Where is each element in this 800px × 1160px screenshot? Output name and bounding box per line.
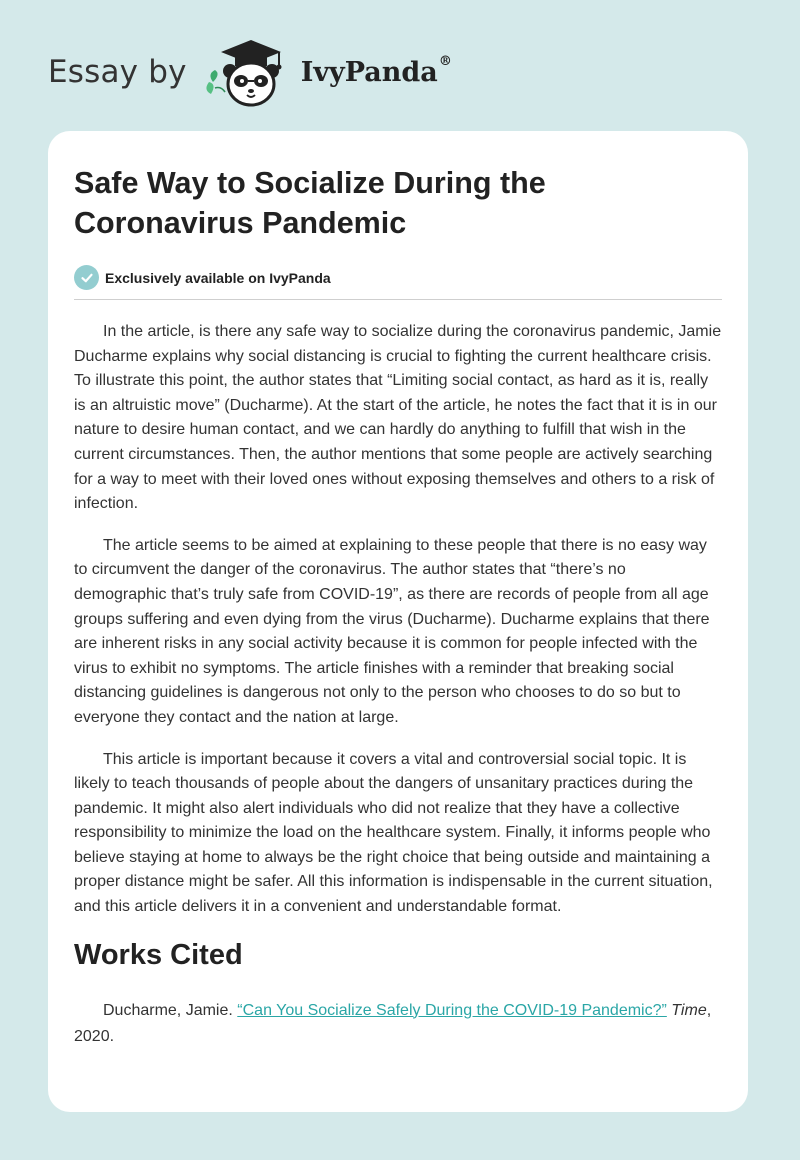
brand-prefix: Essay by xyxy=(48,53,187,90)
citation-author: Ducharme, Jamie. xyxy=(103,1001,233,1019)
citation-link[interactable]: “Can You Socialize Safely During the COVID-19 Pandemic?” xyxy=(237,1001,667,1019)
paragraph: This article is important because it covers a vital and controversial social topic. It is likely to teach thousands of people about the dangers of unsanitary practices during the pandemic. It might also alert individuals who did not realize that they have a collective responsibility to minimize the load on the healthcare system. Finally, it informs people who believe staying at home to always be the right choice that being outside and maintaining a proper distance might be safer. All this information is indispensable in the current situation, and this article delivers it in a convenient and understandable format. xyxy=(74,750,713,916)
check-icon xyxy=(74,265,99,290)
panda-logo-icon xyxy=(201,36,297,108)
essay-card xyxy=(48,131,748,1112)
citation-publication: Time xyxy=(671,1001,707,1019)
exclusive-text: Exclusively available on IvyPanda xyxy=(105,269,331,286)
exclusive-badge xyxy=(74,265,722,300)
page-title: Safe Way to Socialize During the Coronavirus Pandemic xyxy=(74,166,546,240)
citation-year: , 2020. xyxy=(74,1001,712,1045)
brand-header[interactable] xyxy=(48,36,452,108)
paragraph: The article seems to be aimed at explaining to these people that there is no easy way to circumvent the danger of the coronavirus. The author states that “there’s no demographic that’s truly safe from COVID-19”, as there are records of people from all age groups suffering and even dying from the virus (Ducharme). Ducharme explains that there are inherent risks in any social activity because it is common for people infected with the virus to exhibit no symptoms. The article finishes with a reminder that breaking social distancing guidelines is dangerous not only to the person who chooses to do so but to everyone they contact and the nation at large. xyxy=(74,536,710,726)
paragraph: In the article, is there any safe way to socialize during the coronavirus pandemic, Jamie Ducharme explains why social distancing is crucial to fighting the current healthcare crisis. To illustrate this point, the author states that “Limiting social contact, as hard as it is, really is an altruistic move” (Ducharme). At the start of the article, he notes the fact that it is in our nature to desire human contact, and we can hardly do anything to fulfill that wish in the current circumstances. Then, the author mentions that some people are actively searching for a way to meet with their loved ones without exposing themselves and others to a risk of infection. xyxy=(74,323,722,513)
works-cited-heading: Works Cited xyxy=(74,938,243,971)
citation xyxy=(74,998,722,1050)
essay-body xyxy=(74,320,722,920)
brand-name: IvyPanda® xyxy=(300,53,452,88)
